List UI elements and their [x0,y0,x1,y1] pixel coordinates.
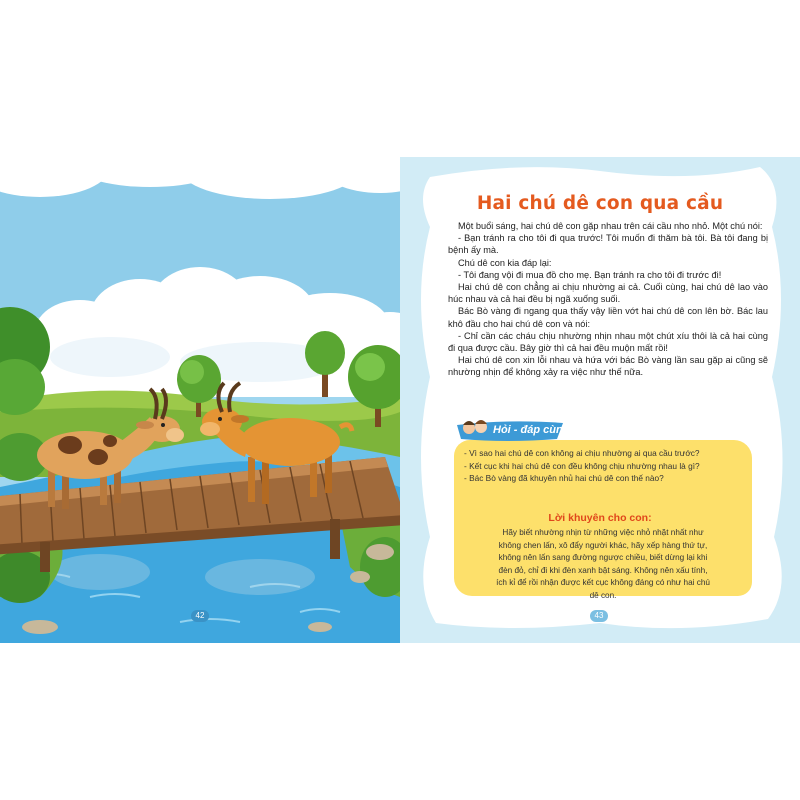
goats-bridge-illustration [0,157,400,643]
qa-banner-label: Hỏi - đáp cùng con: [493,424,596,436]
story-paragraph: - Bạn tránh ra cho tôi đi qua trước! Tôi muốn đi thăm bà tôi. Bà tôi đang bị bệnh ấy mà. [448,233,768,256]
story-paragraph: - Chỉ cần các cháu chịu nhường nhịn nhau một chút xíu thôi là cả hai cùng đi qua được cầu. Bây giờ thì cả hai đều muộn mất rồi! [448,330,768,354]
page-number-left: 42 [191,610,209,622]
story-paragraph: Hai chú dê con chẳng ai chịu nhường ai cả. Cuối cùng, hai chú dê lao vào húc nhau và cả hai đều bị ngã xuống suối. [448,282,768,305]
advice-title: Lời khuyên cho con: [548,512,652,524]
qa-question: - Kết cục khi hai chú dê con đều không chịu nhường nhau là gì? [464,460,700,471]
advice-text: Hãy biết nhường nhịn từ những việc nhỏ nhặt nhất như không chen lấn, xô đẩy người khác, hãy xếp hàng thứ tự, không nên lấn sang đường ngược chiều, biết dừng lại khi đèn đỏ, chỉ đi khi đèn xanh bật sáng. Không nên xấu tính, ích kỉ để rồi nhận được kết cục không đáng có như hai chú dê con. [496,528,710,600]
story-paragraph: Bác Bò vàng đi ngang qua thấy vậy liền vớt hai chú dê con lên bờ. Bác lau khô đầu cho hai chú dê con và nói: [448,306,768,329]
story-paragraph: Hai chú dê con xin lỗi nhau và hứa với bác Bò vàng lần sau gặp ai cũng sẽ nhường nhịn để không xảy ra việc như thế nữa. [448,355,768,378]
story-paragraph: Một buổi sáng, hai chú dê con gặp nhau trên cái cầu nho nhỏ. Một chú nói: [458,221,763,231]
qa-questions [464,447,744,485]
story-title: Hai chú dê con qua cầu [476,193,724,214]
story-paragraph: Chú dê con kia đáp lại: [458,257,552,268]
book-spread [0,157,800,643]
right-page [400,157,800,643]
left-page [0,157,400,643]
page-number-right: 43 [590,610,608,622]
story-text [448,220,768,379]
story-paragraph: - Tôi đang vội đi mua đồ cho mẹ. Bạn tránh ra cho tôi đi trước đi! [458,269,722,280]
qa-question: - Bác Bò vàng đã khuyên nhủ hai chú dê con thế nào? [464,473,664,484]
qa-question: - Vì sao hai chú dê con không ai chịu nhường ai qua cầu trước? [464,448,700,458]
